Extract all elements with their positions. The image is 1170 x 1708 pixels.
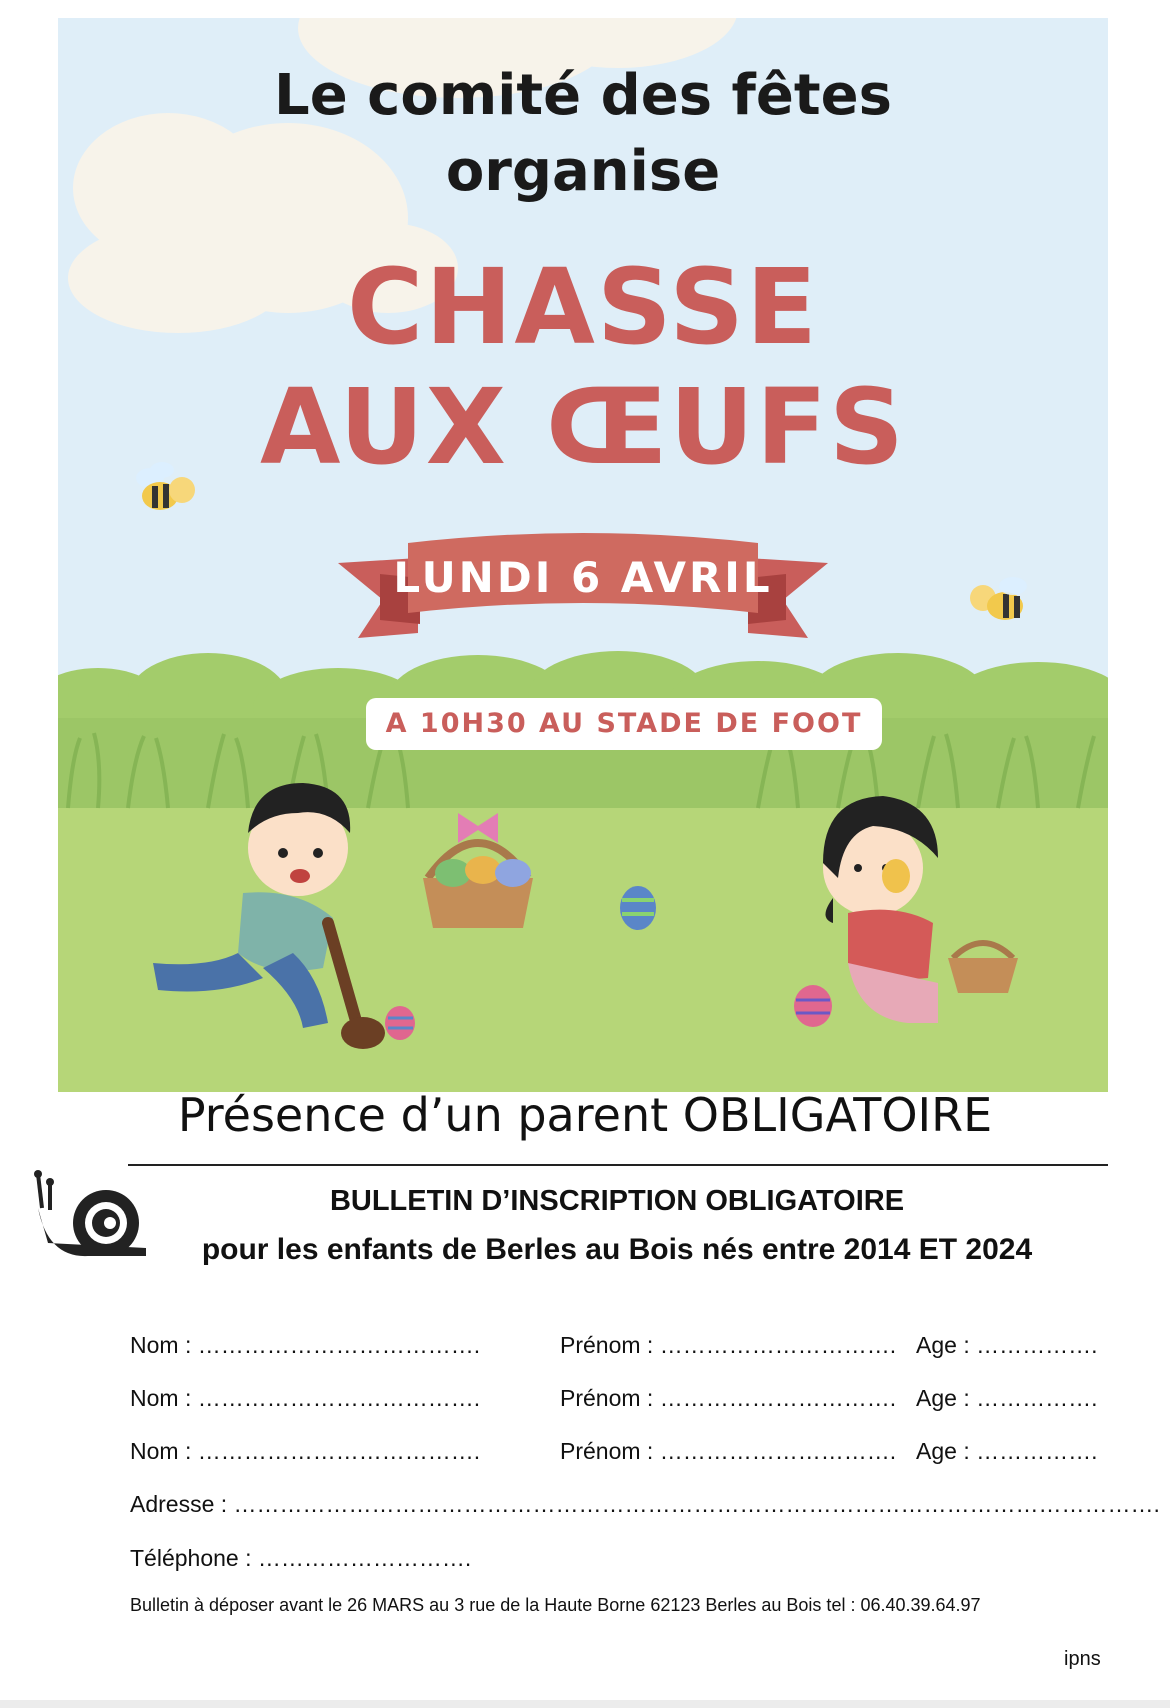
child-1-prenom-field[interactable]: Prénom : …………………………. [560, 1332, 897, 1358]
event-poster [58, 18, 1108, 1092]
title-line-1: CHASSE [346, 246, 820, 368]
child-2-age-field[interactable]: Age : ……………. [916, 1385, 1098, 1411]
telephone-field[interactable]: Téléphone : ………………………. [130, 1545, 472, 1571]
time-place-badge: A 10H30 AU STADE DE FOOT [366, 698, 882, 750]
date-banner-text: LUNDI 6 AVRIL [393, 553, 773, 602]
headline-line-2: organise [445, 139, 721, 204]
child-1-age-field[interactable]: Age : ……………. [916, 1332, 1098, 1358]
parent-required-notice: Présence d’un parent OBLIGATOIRE [177, 1088, 993, 1142]
ipns-mark: ipns [1064, 1648, 1101, 1670]
headline-line-1: Le comité des fêtes [274, 63, 892, 128]
child-2-prenom-field[interactable]: Prénom : …………………………. [560, 1385, 897, 1411]
deposit-note: Bulletin à déposer avant le 26 MARS au 3 rue de la Haute Borne 62123 Berles au Bois tel : 06.40.39.64.97 [130, 1595, 981, 1615]
child-2-nom-field[interactable]: Nom : ………………………………. [130, 1385, 481, 1411]
child-3-prenom-field[interactable]: Prénom : …………………………. [560, 1438, 897, 1464]
divider-line [128, 1164, 1108, 1166]
bulletin-subtitle: pour les enfants de Berles au Bois nés entre 2014 ET 2024 [201, 1233, 1033, 1266]
child-3-age-field[interactable]: Age : ……………. [916, 1438, 1098, 1464]
child-1-nom-field[interactable]: Nom : ………………………………. [130, 1332, 481, 1358]
address-field[interactable]: Adresse : …………………………………………………………………………………………………………. [130, 1491, 1160, 1517]
title-line-2: AUX ŒUFS [260, 366, 906, 488]
bulletin-title: BULLETIN D’INSCRIPTION OBLIGATOIRE [329, 1185, 905, 1217]
child-3-nom-field[interactable]: Nom : ………………………………. [130, 1438, 481, 1464]
page-bottom-edge [0, 1700, 1170, 1708]
